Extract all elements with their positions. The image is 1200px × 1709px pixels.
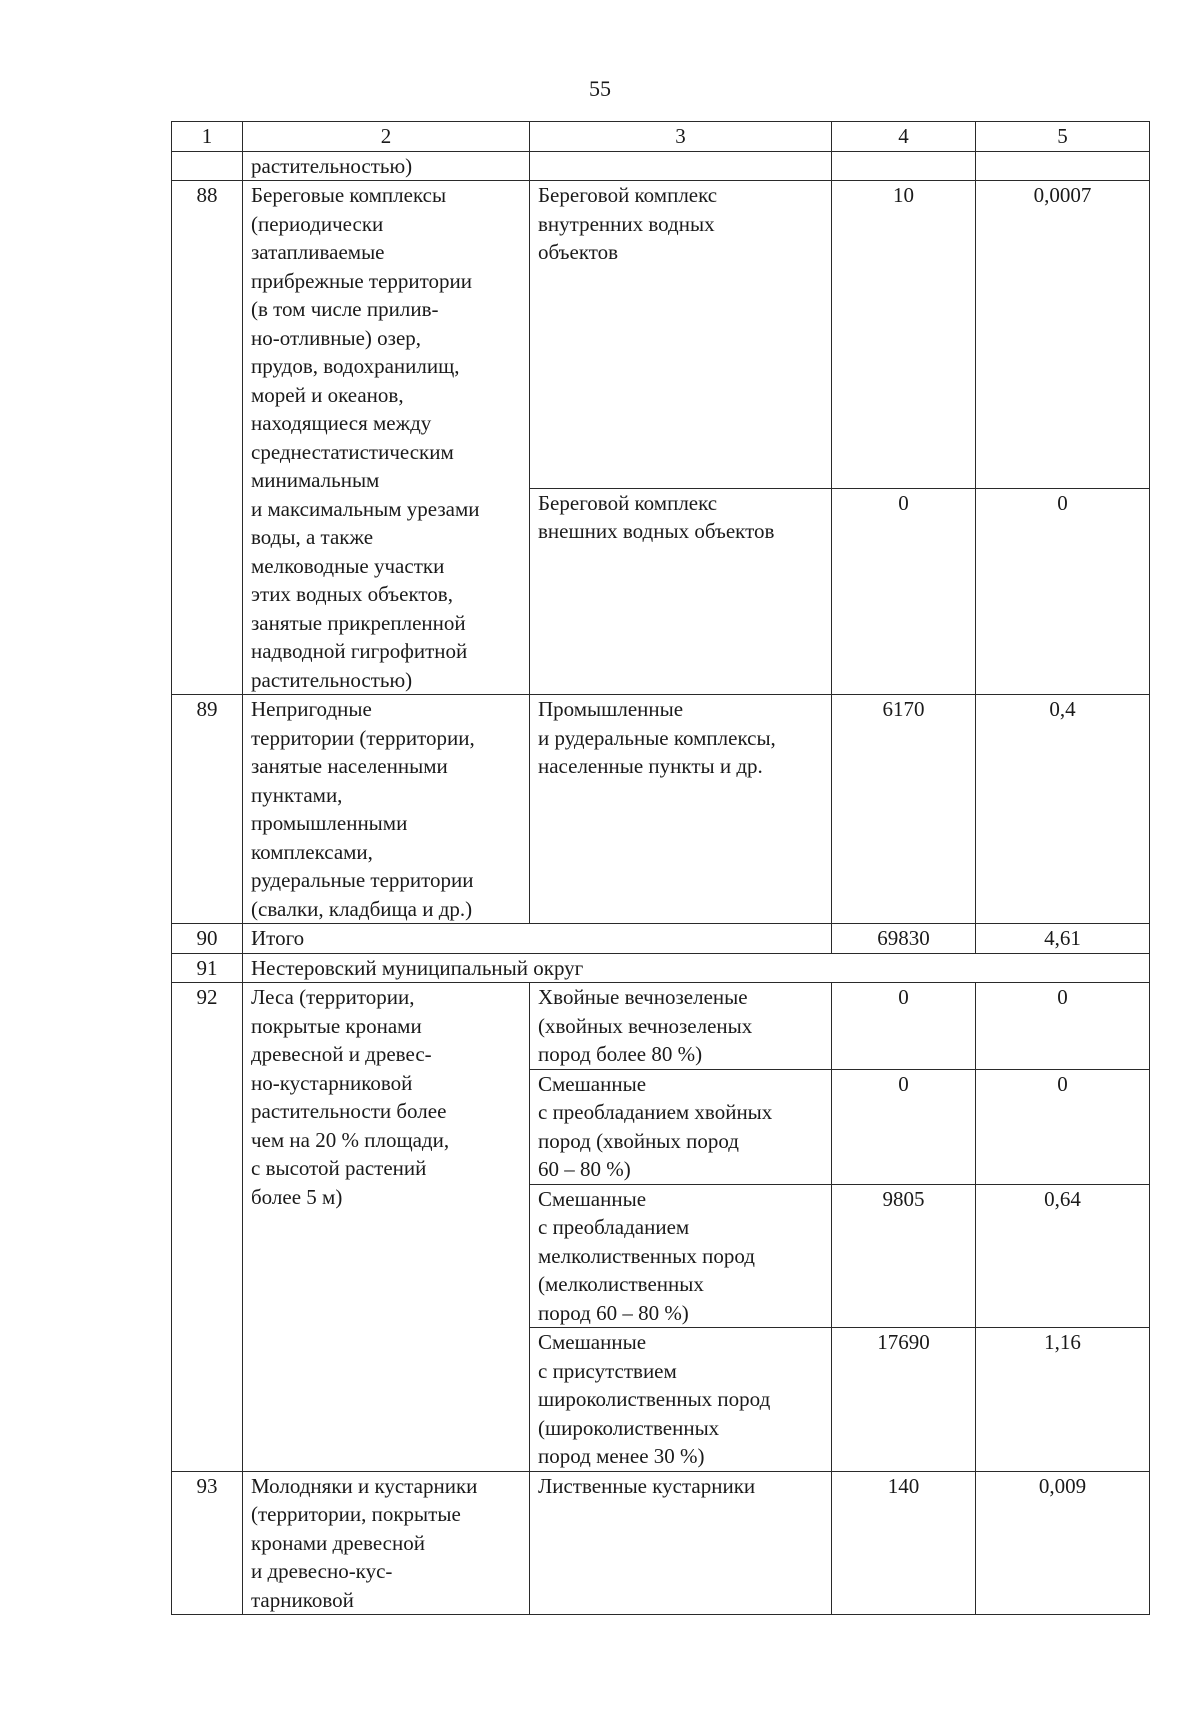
type-cell [530,151,832,181]
data-table [171,121,1150,1615]
type-cell: Смешанные с преобладанием хвойных пород (хвойных пород 60 – 80 %) [530,1069,832,1184]
category-cell: растительностью) [243,151,530,181]
type-cell: Береговой комплекс внутренних водных объектов [530,181,832,489]
row-number: 89 [172,695,243,924]
category-cell: Леса (территории, покрытые кронами древесной и древес- но-кустарниковой растительности более чем на 20 % площади, с высотой растений более 5 м) [243,983,530,1472]
table-row-92 [172,983,1150,1070]
area-cell: 9805 [832,1184,976,1328]
total-label: Итого [243,924,832,954]
table-header-row [172,122,1150,152]
share-cell [976,151,1150,181]
share-cell: 0 [976,488,1150,694]
table-row-90 [172,924,1150,954]
type-cell: Лиственные кустарники [530,1471,832,1615]
area-cell: 6170 [832,695,976,924]
row-number: 90 [172,924,243,954]
section-title: Нестеровский муниципальный округ [243,953,1150,983]
type-cell: Хвойные вечнозеленые (хвойных вечнозеленых пород более 80 %) [530,983,832,1070]
row-number: 91 [172,953,243,983]
row-number: 92 [172,983,243,1472]
area-cell: 10 [832,181,976,489]
table-row-continuation [172,151,1150,181]
header-cell-4: 4 [832,122,976,152]
type-cell: Промышленные и рудеральные комплексы, населенные пункты и др. [530,695,832,924]
type-cell: Береговой комплекс внешних водных объектов [530,488,832,694]
share-cell: 4,61 [976,924,1150,954]
type-cell: Смешанные с преобладанием мелколиственных пород (мелколиственных пород 60 – 80 %) [530,1184,832,1328]
area-cell: 69830 [832,924,976,954]
table-row-91 [172,953,1150,983]
type-cell: Смешанные с присутствием широколиственных пород (широколиственных пород менее 30 %) [530,1328,832,1472]
table-row-88 [172,181,1150,489]
area-cell: 140 [832,1471,976,1615]
category-cell: Молодняки и кустарники (территории, покрытые кронами древесной и древесно-кус- тарниковой [243,1471,530,1615]
area-cell: 0 [832,1069,976,1184]
category-cell: Береговые комплексы (периодически затапливаемые прибрежные территории (в том числе прилив- но-отливные) озер, прудов, водохранилищ, морей и океанов, находящиеся между среднестатистическим минимальным и максимальным урезами воды, а также мелководные участки этих водных объектов, занятые прикрепленной надводной гигрофитной растительностью) [243,181,530,695]
area-cell: 0 [832,488,976,694]
area-cell: 17690 [832,1328,976,1472]
area-cell [832,151,976,181]
header-cell-2: 2 [243,122,530,152]
page-number: 55 [589,76,611,101]
share-cell: 0,0007 [976,181,1150,489]
share-cell: 0,009 [976,1471,1150,1615]
share-cell: 0,64 [976,1184,1150,1328]
header-cell-3: 3 [530,122,832,152]
share-cell: 0 [976,983,1150,1070]
share-cell: 0 [976,1069,1150,1184]
share-cell: 0,4 [976,695,1150,924]
row-number: 93 [172,1471,243,1615]
table-row-93 [172,1471,1150,1615]
row-number [172,151,243,181]
category-cell: Непригодные территории (территории, занятые населенными пунктами, промышленными комплексами, рудеральные территории (свалки, кладбища и др.) [243,695,530,924]
row-number: 88 [172,181,243,695]
table-row-89 [172,695,1150,924]
header-cell-1: 1 [172,122,243,152]
share-cell: 1,16 [976,1328,1150,1472]
area-cell: 0 [832,983,976,1070]
header-cell-5: 5 [976,122,1150,152]
